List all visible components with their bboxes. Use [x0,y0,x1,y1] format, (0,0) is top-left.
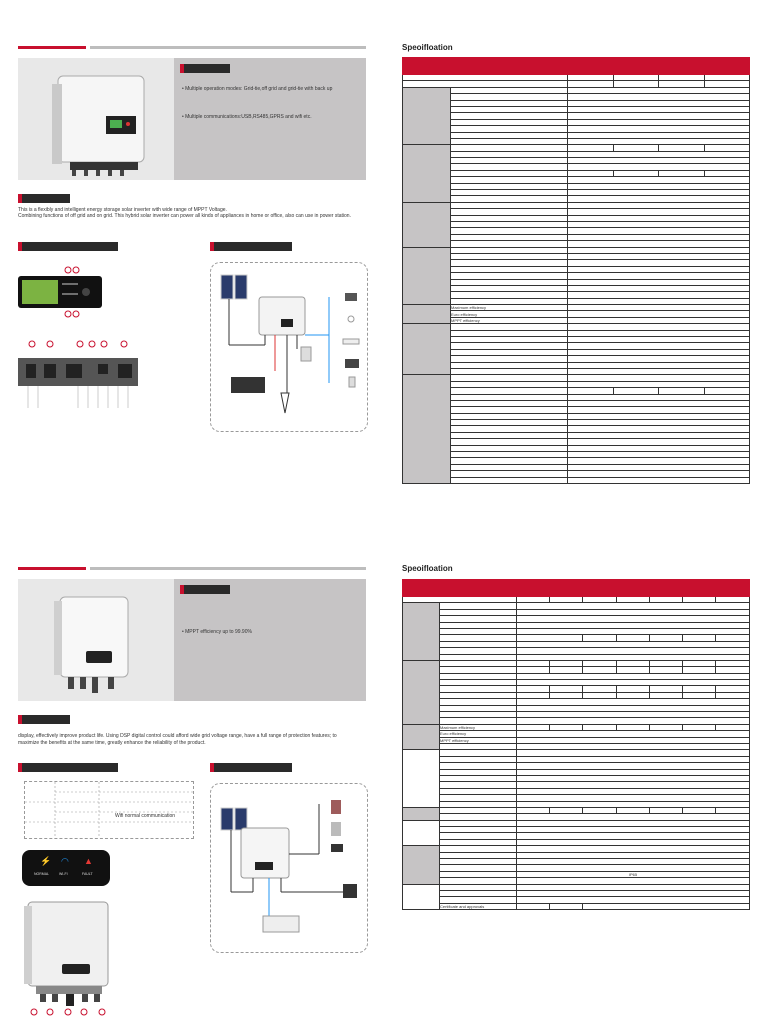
led-label: FAULT [82,872,93,876]
description-tag [18,715,70,724]
power-icon: ⚡ [40,856,52,866]
efficiency-label: MPPT efficiency [440,737,517,743]
features-tag [180,64,230,73]
led-label: WI-FI [59,872,68,876]
header-accent-line [18,567,86,570]
description-line: Combining functions of off grid and on grid. This hybrid solar inverter can power all kinds of appliances in home or office, also can use in power station. [18,213,351,219]
header-divider-line [90,46,366,49]
hybrid-inverter-image [18,58,174,180]
description-line: This is a flexibly and intelligent energy storage solar inverter with wide range of MPPT Voltage. [18,207,227,213]
spec-header-row [403,580,750,597]
efficiency-label: Euro efficiency [451,311,568,317]
feature-item: • Multiple operation modes: Grid-tie,off grid and grid-tie with back up [182,86,333,92]
table-row [403,477,750,483]
system-diagram-tag [210,763,292,772]
lcd-panel-diagram [18,266,102,318]
spec-title: Speoifloation [402,43,453,52]
features-panel [174,579,366,701]
feature-item: • MPPT efficiency up to 99.90% [182,629,252,635]
led-indicator-panel [22,850,110,886]
system-diagram-frame [210,783,368,953]
feature-item: • Multiple communications:USB,RS485,GPRS and wifi etc. [182,114,312,120]
efficiency-label: Maximum efficiency [440,724,517,730]
led-indicator-tag [18,763,118,772]
grid-tie-inverter-image [18,579,174,701]
certificate-label: Certificate and approvals [440,903,517,909]
description-line: maximize the benefits at the same time, greatly enhance the reliability of the product. [18,740,206,746]
efficiency-label: MPPT efficiency [451,317,568,323]
efficiency-label: Euro efficiency [440,731,517,737]
spec-title: Speoifloation [402,564,453,573]
table-row [403,903,750,909]
grid-tie-system-diagram [211,784,367,952]
efficiency-label: Maximum efficiency [451,305,568,311]
table-note: IP65 [517,871,750,877]
spec-table [402,57,750,484]
spec-header-row [403,58,750,75]
header-accent-line [18,46,86,49]
inverter-front-ports-diagram [22,898,118,1018]
system-diagram-tag [210,242,292,251]
product-image-panel [18,58,174,180]
description-tag [18,194,70,203]
wifi-icon: ◠ [61,856,69,866]
features-tag [180,585,230,594]
wifi-status-text: Wifi normal communication [115,813,176,819]
panel-layout-tag [18,242,118,251]
features-panel [174,58,366,180]
led-status-table [24,781,194,839]
system-diagram-frame [210,262,368,432]
product-image-panel [18,579,174,701]
led-label: NORMAL [34,872,49,876]
fault-icon: ▲ [84,856,93,866]
spec-table [402,579,750,910]
description-line: display, effectively improve product life. Using DSP digital control could afford wide grid voltage range, have a full range of protection features; to [18,733,337,739]
hybrid-system-diagram [211,263,367,431]
inverter-bottom-ports-diagram [18,338,138,410]
header-divider-line [90,567,366,570]
